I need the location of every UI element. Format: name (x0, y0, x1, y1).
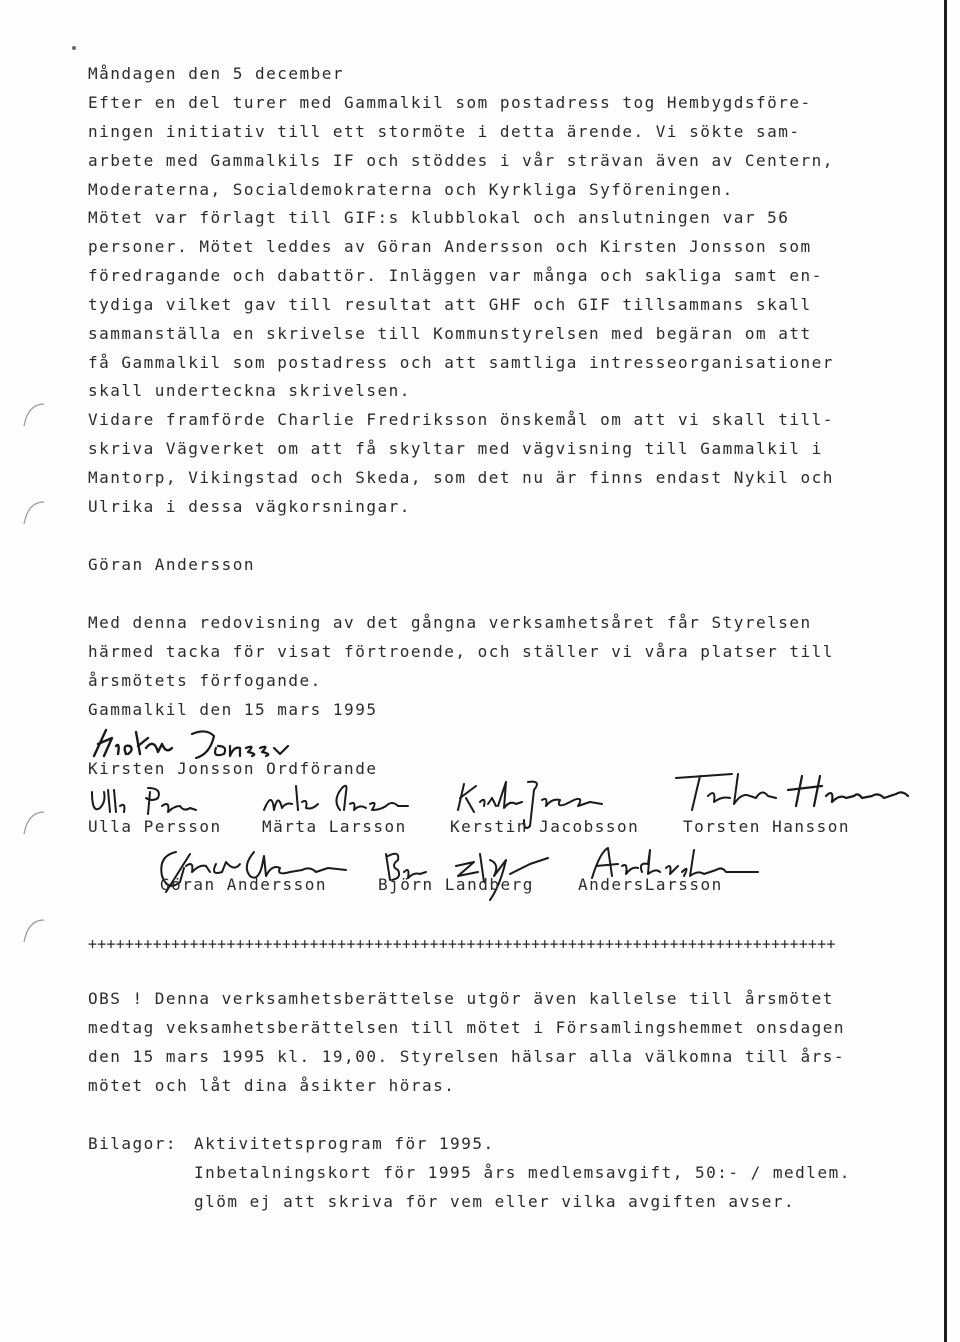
minutes-line: Mötet var förlagt till GIF:s klubblokal och anslutningen var 56 (88, 208, 790, 227)
minutes-line: sammanställa en skrivelse till Kommunstyrelsen med begäran om att (88, 324, 812, 343)
punch-hole-mark (18, 802, 64, 842)
minutes-line: Mantorp, Vikingstad och Skeda, som det nu är finns endast Nykil och (88, 468, 834, 487)
closing-line: årsmötets förfogande. (88, 671, 322, 690)
scan-edge-line (944, 0, 947, 1342)
signer-marta-larsson: Märta Larsson (262, 817, 407, 836)
minutes-author: Göran Andersson (88, 555, 255, 574)
signature-torsten-hansson (672, 768, 922, 818)
closing-line: härmed tacka för visat förtroende, och ställer vi våra platser till (88, 642, 834, 661)
plus-divider: +++++++++++++++++++++++++++++++++++++++++++++++++++++++++++++++++++++++++++++++++ (88, 935, 836, 953)
minutes-line: personer. Mötet leddes av Göran Andersson och Kirsten Jonsson som (88, 237, 812, 256)
minutes-line: få Gammalkil som postadress och att samtliga intresseorganisationer (88, 353, 834, 372)
notice-line: den 15 mars 1995 kl. 19,00. Styrelsen hälsar alla välkomna till års- (88, 1047, 846, 1066)
minutes-line: skall underteckna skrivelsen. (88, 381, 411, 400)
signature-kirsten-jonsson (88, 724, 298, 764)
minutes-line: skriva Vägverket om att få skyltar med vägvisning till Gammalkil i (88, 439, 823, 458)
notice-line: OBS ! Denna verksamhetsberättelse utgör även kallelse till årsmötet (88, 989, 834, 1008)
signer-bjorn-landberg: Björn Landberg (378, 875, 534, 894)
signer-torsten-hansson: Torsten Hansson (683, 817, 850, 836)
place-date: Gammalkil den 15 mars 1995 (88, 700, 378, 719)
signature-ulla-persson (88, 784, 248, 820)
notice-line: medtag veksamhetsberättelsen till mötet i Församlingshemmet onsdagen (88, 1018, 846, 1037)
signer-anders-larsson: AndersLarsson (578, 875, 723, 894)
punch-hole-mark (18, 910, 64, 950)
signer-goran-andersson: Göran Andersson (160, 875, 327, 894)
chair-name: Kirsten Jonsson Ordförande (88, 759, 378, 778)
attachments-label: Bilagor: (88, 1134, 178, 1153)
minutes-line: Efter en del turer med Gammalkil som postadress tog Hembygdsföre- (88, 93, 812, 112)
notice-line: mötet och låt dina åsikter höras. (88, 1076, 456, 1095)
minutes-line: Måndagen den 5 december (88, 64, 345, 83)
attachment-item: Aktivitetsprogram för 1995. (194, 1134, 495, 1153)
minutes-line: Ulrika i dessa vägkorsningar. (88, 497, 411, 516)
minutes-line: Moderaterna, Socialdemokraterna och Kyrkliga Syföreningen. (88, 180, 734, 199)
punch-hole-mark (18, 492, 64, 532)
attachment-item: glöm ej att skriva för vem eller vilka avgiften avser. (194, 1192, 796, 1211)
signature-marta-larsson (258, 780, 428, 820)
attachment-item: Inbetalningskort för 1995 års medlemsavgift, 50:- / medlem. (194, 1163, 851, 1182)
signer-kerstin-jacobsson: Kerstin Jacobsson (450, 817, 640, 836)
signer-ulla-persson: Ulla Persson (88, 817, 222, 836)
minutes-line: ningen initiativ till ett stormöte i detta ärende. Vi sökte sam- (88, 122, 801, 141)
punch-hole-mark (18, 394, 64, 434)
scan-speck (72, 46, 76, 50)
minutes-line: arbete med Gammalkils IF och stöddes i vår strävan även av Centern, (88, 151, 834, 170)
closing-line: Med denna redovisning av det gångna verksamhetsåret får Styrelsen (88, 613, 812, 632)
minutes-line: föredragande och dabattör. Inläggen var många och sakliga samt en- (88, 266, 823, 285)
minutes-line: Vidare framförde Charlie Fredriksson önskemål om att vi skall till- (88, 410, 834, 429)
minutes-line: tydiga vilket gav till resultat att GHF och GIF tillsammans skall (88, 295, 812, 314)
